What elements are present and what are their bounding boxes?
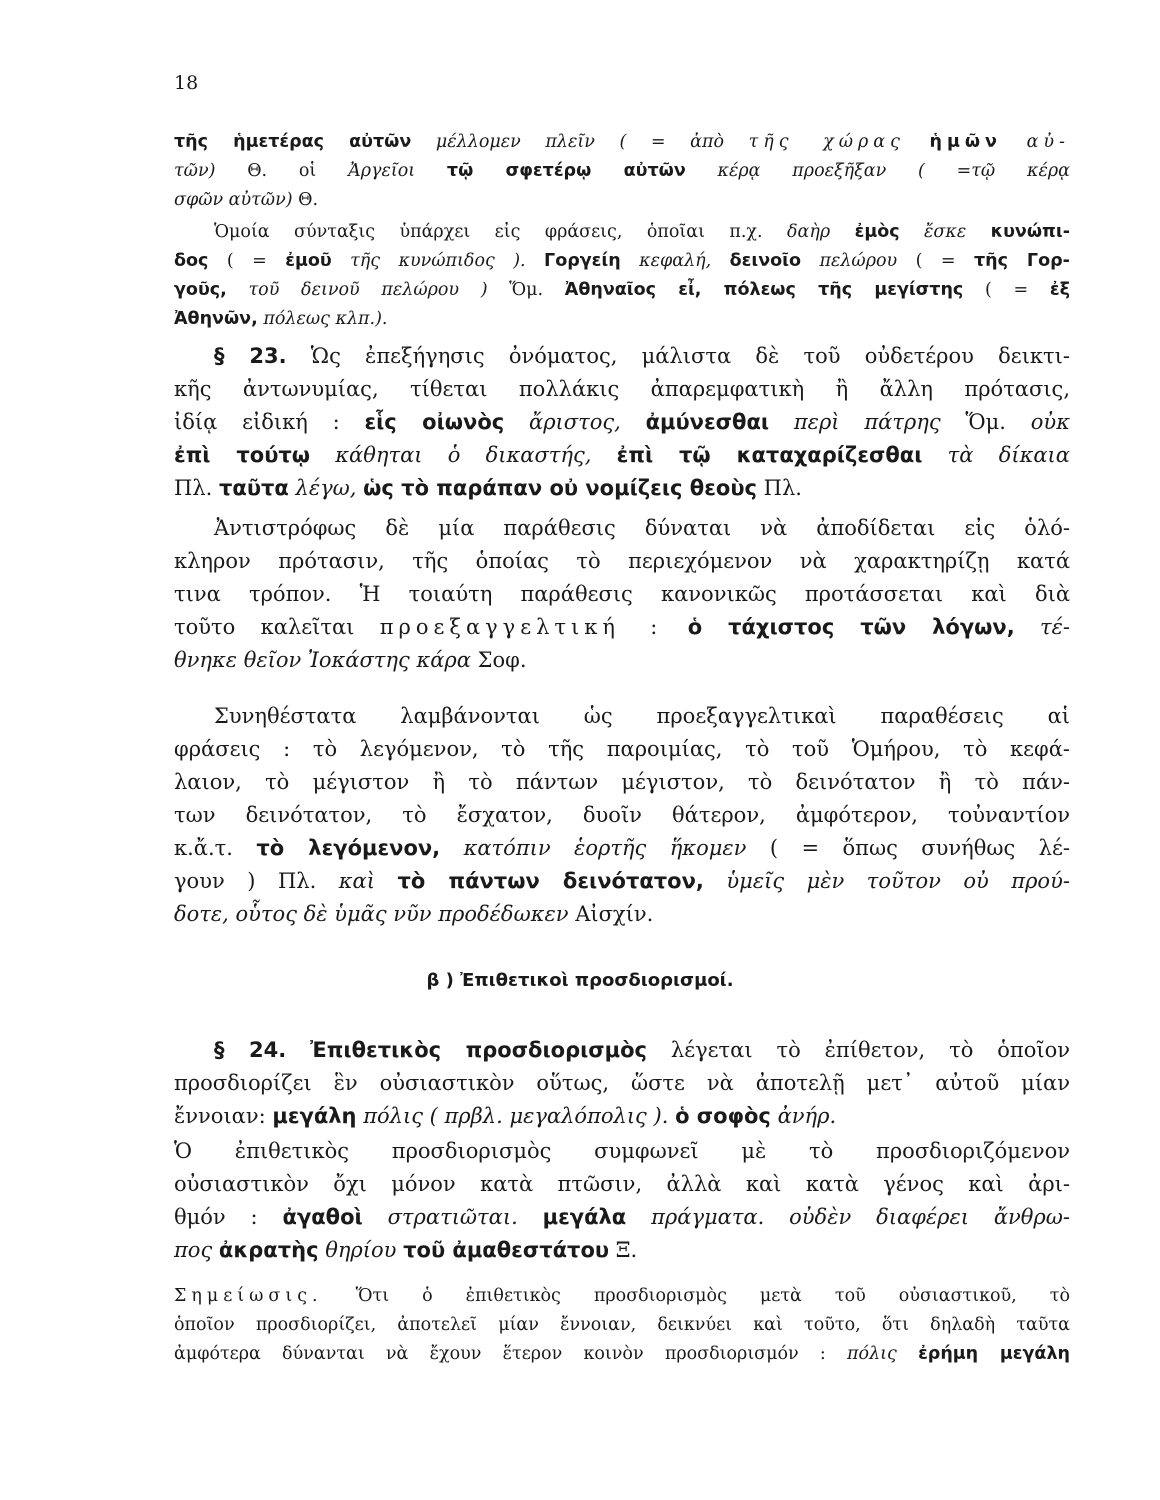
text-line: κῆς ἀντωνυμίας, τίθεται πολλάκις ἀπαρεμφατικὴ ἢ ἄλλη πρότασις, bbox=[174, 377, 1070, 401]
text-line: ἔννοιαν: μεγάλη πόλις ( πρβλ. μεγαλόπολις ). ὁ σοφὸς ἀνήρ. bbox=[174, 1104, 837, 1128]
text-line: § 24. Ἐπιθετικὸς προσδιορισμὸς λέγεται τὸ ἐπίθετον, τὸ ὁποῖον bbox=[214, 1038, 1070, 1062]
text-line: των δεινότατον, τὸ ἔσχατον, δυοῖν θάτερον, ἀμφότερον, τοὐναντίον bbox=[174, 803, 1070, 827]
text-line: κληρον πρότασιν, τῆς ὁποίας τὸ περιεχόμενον νὰ χαρακτηρίζῃ κατά bbox=[174, 549, 1070, 573]
text-line: προσδιορίζει ἓν οὐσιαστικὸν οὕτως, ὥστε νὰ ἀποτελῇ μετ᾽ αὐτοῦ μίαν bbox=[174, 1071, 1070, 1095]
text-line: τῶν) Θ. οἱ Ἀργεῖοι τῷ σφετέρῳ αὐτῶν κέρᾳ προεξῆξαν ( =τῷ κέρᾳ bbox=[174, 161, 1070, 181]
text-line: θνηκε θεῖον Ἰοκάστης κάρα Σοφ. bbox=[174, 648, 527, 672]
text-line: τοῦτο καλεῖται προεξαγγελτική : ὁ τάχιστος τῶν λόγων, τέ- bbox=[174, 615, 1070, 639]
section-23 bbox=[174, 340, 1070, 505]
text-line: σφῶν αὐτῶν) Θ. bbox=[174, 190, 319, 210]
text-line: οὐσιαστικὸν ὄχι μόνον κατὰ πτῶσιν, ἀλλὰ καὶ κατὰ γένος καὶ ἀρι- bbox=[174, 1172, 1070, 1196]
text-line: δος ( = ἐμοῦ τῆς κυνώπιδος ). Γοργείη κεφαλή, δεινοῖο πελώρου ( = τῆς Γορ- bbox=[174, 251, 1070, 271]
subsection-heading: β ) Ἐπιθετικοὶ προσδιορισμοί. bbox=[426, 970, 734, 991]
text-line: ἐπὶ τούτῳ κάθηται ὁ δικαστής, ἐπὶ τῷ καταχαρίζεσθαι τὰ δίκαια bbox=[174, 443, 1070, 467]
paragraph-2 bbox=[174, 218, 1070, 334]
text-line: Σημείωσις. Ὅτι ὁ ἐπιθετικὸς προσδιορισμὸς μετὰ τοῦ οὐσιαστικοῦ, τὸ bbox=[174, 1286, 1070, 1306]
text-line: Ἀντιστρόφως δὲ μία παράθεσις δύναται νὰ ἀποδίδεται εἰς ὁλό- bbox=[214, 516, 1070, 540]
text-line: Πλ. ταῦτα λέγω, ὡς τὸ παράπαν οὐ νομίζεις θεοὺς Πλ. bbox=[174, 476, 802, 500]
text-line: § 23. Ὡς ἐπεξήγησις ὀνόματος, μάλιστα δὲ τοῦ οὐδετέρου δεικτι- bbox=[214, 344, 1070, 368]
paragraph-5 bbox=[174, 700, 1070, 931]
paragraph-4 bbox=[174, 512, 1070, 677]
text-line: κ.ἄ.τ. τὸ λεγόμενον, κατόπιν ἑορτῆς ἥκομεν ( = ὅπως συνήθως λέ- bbox=[174, 836, 1070, 860]
section-24 bbox=[174, 1034, 1070, 1133]
text-line: Ὁμοία σύνταξις ὑπάρχει εἰς φράσεις, ὁποῖαι π.χ. δαὴρ ἐμὸς ἔσκε κυνώπι- bbox=[214, 222, 1070, 242]
text-line: Ἀθηνῶν, πόλεως κλπ.). bbox=[174, 309, 388, 329]
text-line: ὁποῖον προσδιορίζει, ἀποτελεῖ μίαν ἔννοιαν, δεικνύει καὶ τοῦτο, ὅτι δηλαδὴ ταῦτα bbox=[174, 1315, 1070, 1335]
text-line: λαιον, τὸ μέγιστον ἢ τὸ πάντων μέγιστον, τὸ δεινότατον ἢ τὸ πάν- bbox=[174, 770, 1070, 794]
text-line: γουν ) Πλ. καὶ τὸ πάντων δεινότατον, ὑμεῖς μὲν τοῦτον οὐ πρού- bbox=[174, 869, 1070, 893]
text-line: τῆς ἡμετέρας αὐτῶν μέλλομεν πλεῖν ( = ἀπὸ τῆς χώρας ἡμῶν αὐ- bbox=[174, 132, 1070, 152]
section-sign: § 24. bbox=[214, 1038, 287, 1062]
text-line: τινα τρόπον. Ἡ τοιαύτη παράθεσις κανονικῶς προτάσσεται καὶ διὰ bbox=[174, 582, 1070, 606]
text-line: δοτε, οὗτος δὲ ὑμᾶς νῦν προδέδωκεν Αἰσχίν. bbox=[174, 902, 654, 926]
page-number: 18 bbox=[174, 72, 199, 94]
section-sign: § 23. bbox=[214, 344, 287, 368]
text-line: φράσεις : τὸ λεγόμενον, τὸ τῆς παροιμίας, τὸ τοῦ Ὁμήρου, τὸ κεφά- bbox=[174, 737, 1070, 761]
text-line: θμόν : ἀγαθοὶ στρατιῶται. μεγάλα πράγματα. οὐδὲν διαφέρει ἄνθρω- bbox=[174, 1205, 1070, 1229]
text-line: γοῦς, τοῦ δεινοῦ πελώρου ) Ὅμ. Ἀθηναῖος εἶ, πόλεως τῆς μεγίστης ( = ἐξ bbox=[174, 280, 1070, 300]
text-line: Συνηθέστατα λαμβάνονται ὡς προεξαγγελτικαὶ παραθέσεις αἱ bbox=[214, 704, 1070, 728]
note-paragraph bbox=[174, 1282, 1070, 1369]
paragraph-1 bbox=[174, 128, 1070, 215]
text-line: Ὁ ἐπιθετικὸς προσδιορισμὸς συμφωνεῖ μὲ τὸ προσδιοριζόμενον bbox=[174, 1139, 1070, 1163]
text-line: ἰδίᾳ εἰδική : εἷς οἰωνὸς ἄριστος, ἀμύνεσθαι περὶ πάτρης Ὅμ. οὐκ bbox=[174, 410, 1070, 434]
paragraph-7 bbox=[174, 1135, 1070, 1267]
text-line: πος ἀκρατὴς θηρίου τοῦ ἀμαθεστάτου Ξ. bbox=[174, 1238, 638, 1262]
text-line: ἀμφότερα δύνανται νὰ ἔχουν ἕτερον κοινὸν προσδιορισμόν : πόλις ἐρήμη μεγάλη bbox=[174, 1344, 1070, 1364]
